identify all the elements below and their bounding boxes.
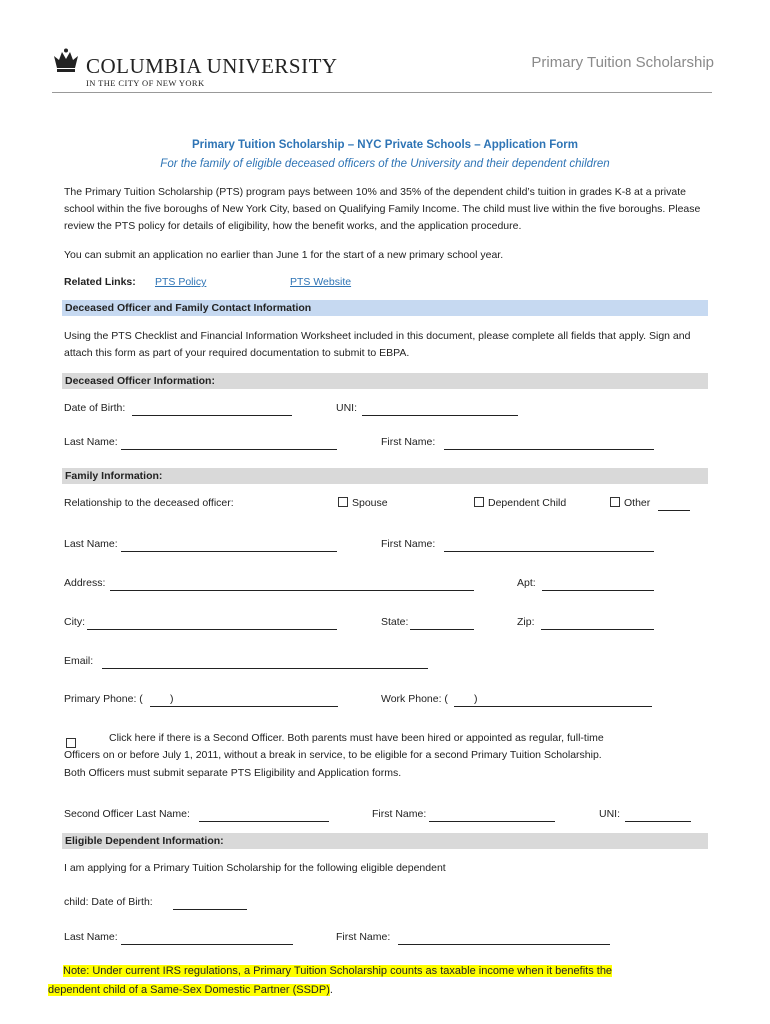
zip-label: Zip:: [517, 616, 535, 628]
primary-phone-close: ): [170, 693, 174, 705]
other-option[interactable]: [610, 497, 650, 509]
relationship-label: Relationship to the deceased officer:: [64, 497, 234, 509]
contact-instructions: Using the PTS Checklist and Financial Information Worksheet included in this document, please complete all fields that apply. Sign and attach this form as part of your required documentation to submit to EBPA.: [64, 330, 691, 359]
section-header-contact: Deceased Officer and Family Contact Information: [62, 300, 708, 316]
family-last-name-field[interactable]: [121, 539, 337, 552]
officer-dob-field[interactable]: [132, 403, 292, 416]
section-header-officer: Deceased Officer Information:: [62, 373, 708, 389]
checkbox-icon[interactable]: [610, 497, 620, 507]
dependent-dob-label: child: Date of Birth:: [64, 896, 153, 908]
university-name: COLUMBIA UNIVERSITY: [86, 54, 338, 78]
note-line-1: Note: Under current IRS regulations, a Primary Tuition Scholarship counts as taxable income when it benefits the: [63, 965, 613, 977]
checkbox-icon[interactable]: [474, 497, 484, 507]
work-phone-field[interactable]: [454, 694, 652, 707]
second-officer-text-2: Officers on or before July 1, 2011, without a break in service, to be eligible for a second Primary Tuition Scholarship.: [64, 749, 602, 761]
address-label: Address:: [64, 577, 106, 589]
university-sub: IN THE CITY OF NEW YORK: [86, 78, 205, 88]
dependent-child-label: Dependent Child: [488, 497, 567, 509]
ssdp-note: [48, 962, 708, 1000]
doc-label: Primary Tuition Scholarship: [531, 54, 714, 71]
second-officer-text-1: Click here if there is a Second Officer. Both parents must have been hired or appointed as regular, full-time: [109, 732, 604, 744]
officer-first-name-field[interactable]: [444, 437, 654, 450]
apt-field[interactable]: [542, 578, 654, 591]
dependent-first-name-label: First Name:: [336, 931, 391, 943]
dependent-last-name-label: Last Name:: [64, 931, 118, 943]
email-field[interactable]: [102, 656, 428, 669]
state-field[interactable]: [410, 617, 474, 630]
zip-field[interactable]: [541, 617, 654, 630]
other-label: Other: [624, 497, 651, 509]
second-officer-last-name-label: Second Officer Last Name:: [64, 808, 190, 820]
dependent-dob-field[interactable]: [173, 897, 247, 910]
dependent-text: I am applying for a Primary Tuition Scholarship for the following eligible dependent: [64, 862, 446, 874]
apt-label: Apt:: [517, 577, 536, 589]
dependent-child-option[interactable]: [474, 497, 566, 509]
header-divider: [52, 92, 712, 93]
intro-paragraph: The Primary Tuition Scholarship (PTS) program pays between 10% and 35% of the dependent child’s tuition in grades K-8 at a private school within the five boroughs of New York City, based on Qualifying Family Income. The child must live within the five boroughs. Please review the PTS policy for details of eligibility, how the benefit works, and the application procedure.: [64, 186, 701, 232]
second-officer-last-name-field[interactable]: [199, 809, 329, 822]
email-label: Email:: [64, 655, 94, 667]
officer-uni-label: UNI:: [336, 402, 357, 414]
second-officer-uni-field[interactable]: [625, 809, 691, 822]
related-links-label: Related Links:: [64, 276, 136, 288]
checkbox-icon[interactable]: [338, 497, 348, 507]
crown-icon: [52, 48, 80, 74]
dependent-last-name-field[interactable]: [121, 932, 293, 945]
work-phone-close: ): [474, 693, 478, 705]
state-label: State:: [381, 616, 409, 628]
second-officer-text-3: Both Officers must submit separate PTS Eligibility and Application forms.: [64, 767, 402, 779]
note-line-2-end: .: [329, 984, 333, 996]
second-officer-first-name-field[interactable]: [429, 809, 555, 822]
officer-uni-field[interactable]: [362, 403, 518, 416]
spouse-label: Spouse: [352, 497, 388, 509]
spouse-option[interactable]: [338, 497, 388, 509]
officer-dob-label: Date of Birth:: [64, 402, 126, 414]
note-line-2: dependent child of a Same-Sex Domestic Partner (SSDP): [48, 984, 330, 996]
checkbox-icon[interactable]: [66, 738, 76, 748]
dependent-first-name-field[interactable]: [398, 932, 610, 945]
address-field[interactable]: [110, 578, 474, 591]
primary-phone-field[interactable]: [150, 694, 338, 707]
primary-phone-label: Primary Phone: (: [64, 693, 143, 705]
other-field[interactable]: [658, 498, 690, 511]
pts-website-link[interactable]: PTS Website: [290, 276, 352, 288]
second-officer-first-name-label: First Name:: [372, 808, 427, 820]
city-label: City:: [64, 616, 85, 628]
officer-last-name-field[interactable]: [121, 437, 337, 450]
city-field[interactable]: [87, 617, 337, 630]
university-logo: [52, 48, 338, 88]
pts-policy-link[interactable]: PTS Policy: [155, 276, 207, 288]
submit-note: You can submit an application no earlier than June 1 for the start of a new primary school year.: [64, 249, 504, 261]
officer-first-name-label: First Name:: [381, 436, 436, 448]
officer-last-name-label: Last Name:: [64, 436, 118, 448]
second-officer-uni-label: UNI:: [599, 808, 620, 820]
family-last-name-label: Last Name:: [64, 538, 118, 550]
form-subtitle: For the family of eligible deceased officers of the University and their dependent children: [160, 158, 610, 170]
family-first-name-field[interactable]: [444, 539, 654, 552]
section-header-dependent: Eligible Dependent Information:: [62, 833, 708, 849]
section-header-family: Family Information:: [62, 468, 708, 484]
family-first-name-label: First Name:: [381, 538, 436, 550]
form-title: Primary Tuition Scholarship – NYC Private Schools – Application Form: [192, 139, 578, 151]
work-phone-label: Work Phone: (: [381, 693, 448, 705]
